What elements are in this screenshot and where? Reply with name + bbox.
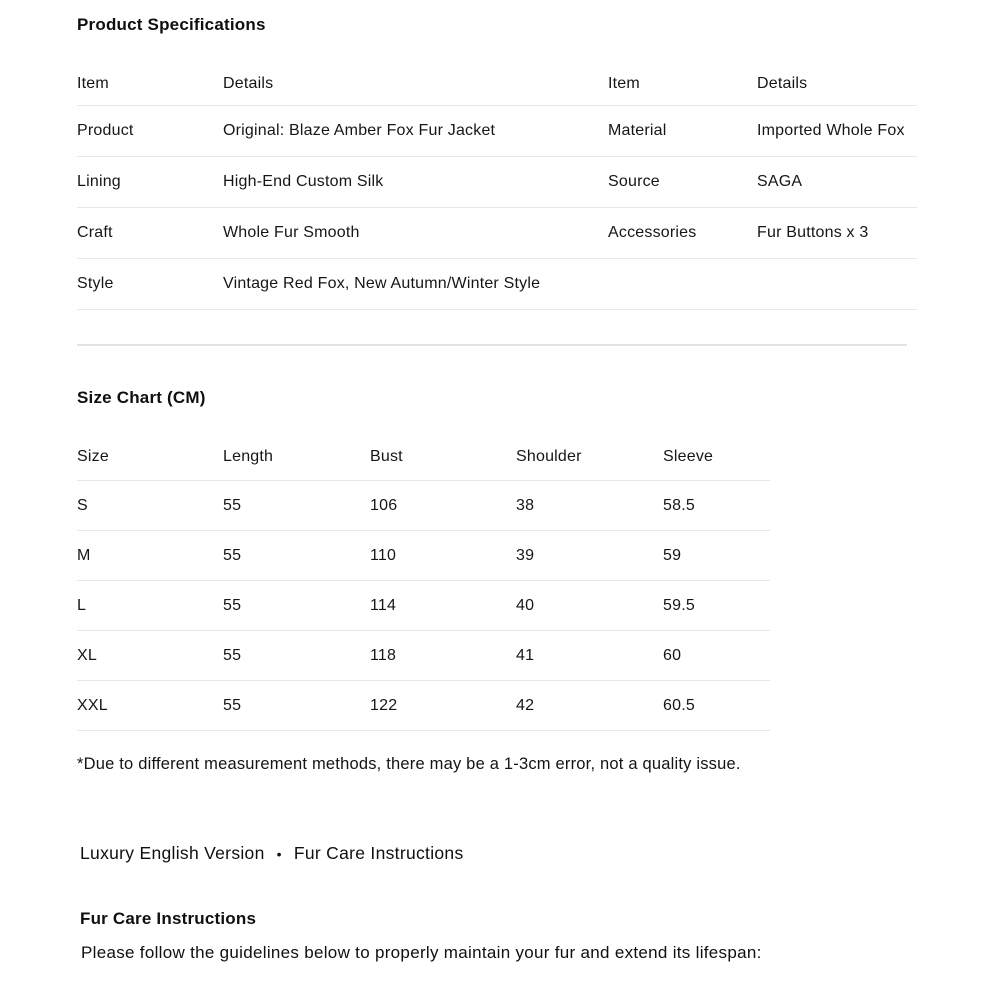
size-cell: 114 — [370, 581, 516, 631]
size-col-header: Shoulder — [516, 434, 663, 481]
size-cell: 59 — [663, 531, 770, 581]
size-cell: 60 — [663, 631, 770, 681]
size-cell: XXL — [77, 681, 223, 731]
size-cell: 118 — [370, 631, 516, 681]
size-cell: 40 — [516, 581, 663, 631]
size-cell: 55 — [223, 481, 370, 531]
size-cell: L — [77, 581, 223, 631]
spec-col-header-details-right: Details — [757, 62, 917, 106]
size-cell: 42 — [516, 681, 663, 731]
size-cell: 110 — [370, 531, 516, 581]
size-cell: S — [77, 481, 223, 531]
size-cell: 58.5 — [663, 481, 770, 531]
size-chart-title: Size Chart (CM) — [77, 388, 206, 407]
spec-item-value: Imported Whole Fox — [757, 106, 917, 157]
spec-item-value: Whole Fur Smooth — [223, 208, 608, 259]
care-banner — [80, 843, 464, 864]
spec-item-value: Original: Blaze Amber Fox Fur Jacket — [223, 106, 608, 157]
dot-separator-icon: • — [276, 845, 282, 862]
size-cell: 39 — [516, 531, 663, 581]
care-section-title: Fur Care Instructions — [80, 909, 257, 928]
spec-item-value: High-End Custom Silk — [223, 157, 608, 208]
section-divider — [77, 344, 907, 346]
spec-item-label: Accessories — [608, 208, 757, 259]
spec-table — [77, 62, 917, 310]
care-banner-right: Fur Care Instructions — [293, 843, 464, 863]
size-cell: 55 — [223, 681, 370, 731]
spec-col-header-item-left: Item — [77, 62, 223, 106]
spec-col-header-details-left: Details — [223, 62, 608, 106]
spec-item-value: Vintage Red Fox, New Autumn/Winter Style — [223, 259, 608, 310]
spec-item-label: Source — [608, 157, 757, 208]
size-cell: 122 — [370, 681, 516, 731]
spec-item-label — [608, 259, 757, 310]
spec-item-label: Craft — [77, 208, 223, 259]
spec-item-label: Material — [608, 106, 757, 157]
size-cell: 38 — [516, 481, 663, 531]
spec-col-header-item-right: Item — [608, 62, 757, 106]
care-banner-left: Luxury English Version — [80, 843, 265, 863]
spec-item-label: Product — [77, 106, 223, 157]
spec-item-value: Fur Buttons x 3 — [757, 208, 917, 259]
measurement-note: *Due to different measurement methods, there may be a 1-3cm error, not a quality issue. — [77, 755, 741, 773]
size-cell: M — [77, 531, 223, 581]
size-cell: 41 — [516, 631, 663, 681]
size-cell: 55 — [223, 581, 370, 631]
size-chart-table — [77, 434, 770, 731]
size-cell: XL — [77, 631, 223, 681]
size-col-header: Size — [77, 434, 223, 481]
size-col-header: Length — [223, 434, 370, 481]
size-cell: 59.5 — [663, 581, 770, 631]
care-section-intro: Please follow the guidelines below to properly maintain your fur and extend its lifespan: — [81, 943, 762, 962]
spec-item-label: Style — [77, 259, 223, 310]
size-cell: 106 — [370, 481, 516, 531]
size-col-header: Sleeve — [663, 434, 770, 481]
spec-section-title: Product Specifications — [77, 15, 266, 34]
size-cell: 60.5 — [663, 681, 770, 731]
spec-item-value — [757, 259, 917, 310]
spec-item-value: SAGA — [757, 157, 917, 208]
size-col-header: Bust — [370, 434, 516, 481]
size-cell: 55 — [223, 631, 370, 681]
size-cell: 55 — [223, 531, 370, 581]
spec-item-label: Lining — [77, 157, 223, 208]
